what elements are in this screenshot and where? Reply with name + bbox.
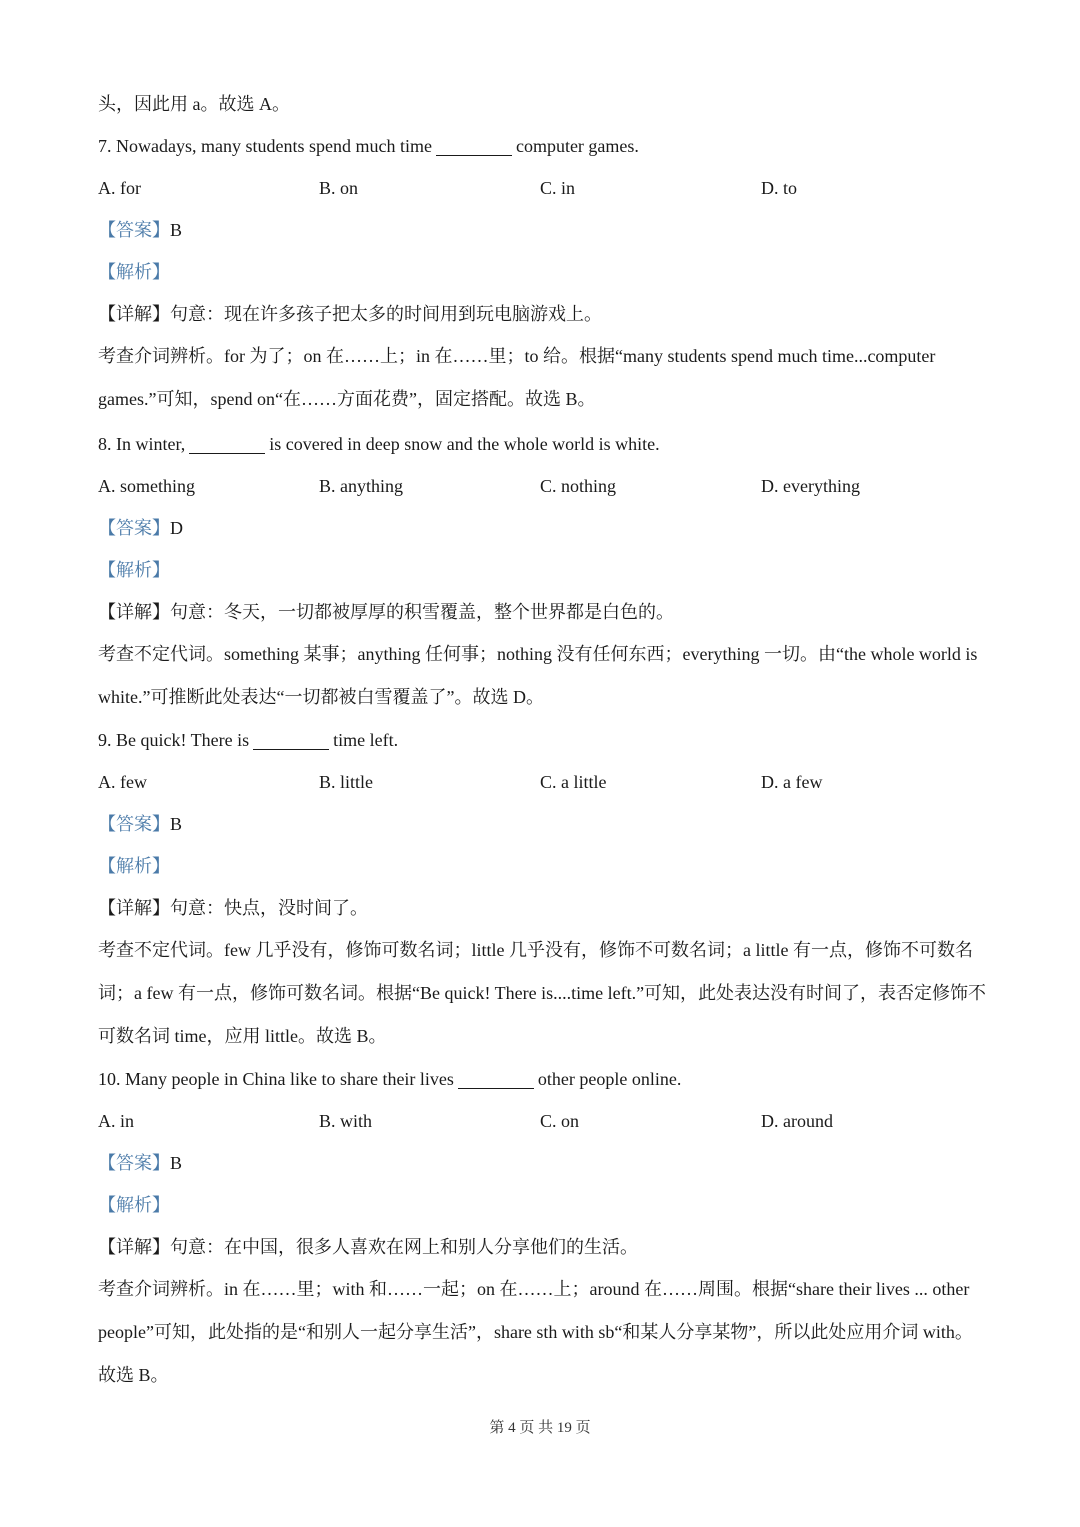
question-9 (98, 719, 988, 1058)
option-d: D. everything (761, 476, 860, 496)
stem-part-1: 10. Many people in China like to share their lives (98, 1069, 454, 1089)
page-footer: 第 4 页 共 19 页 (489, 1420, 591, 1436)
stem-part-1: 8. In winter, (98, 434, 186, 454)
option-a: A. for (98, 178, 141, 198)
stem-part-2: is covered in deep snow and the whole world is white. (269, 434, 660, 454)
options-row (98, 465, 988, 507)
explanation-text: 考查介词辨析。in 在……里；with 和……一起；on 在……上；around 在……周围。根据“share their lives ... other people”可知，此处指的是“和别人一起分享生活”，share sth with sb“和某人分享某物”，所以此处应用介词 with。故选 B。 (98, 1279, 973, 1385)
question-stem (98, 125, 988, 167)
page-content (98, 83, 988, 1397)
analysis-line (98, 1184, 988, 1226)
detail-line (98, 293, 988, 335)
answer-line (98, 209, 988, 251)
answer-blank (189, 452, 265, 454)
answer-tag: 【答案】 (98, 518, 170, 538)
detail-text: 句意：快点，没时间了。 (170, 898, 368, 918)
options-row (98, 1100, 988, 1142)
answer-value: D (170, 518, 183, 538)
explanation-text: 考查介词辨析。for 为了；on 在……上；in 在……里；to 给。根据“many students spend much time...computer games.”可知，spend on“在……方面花费”，固定搭配。故选 B。 (98, 346, 936, 409)
answer-tag: 【答案】 (98, 220, 170, 240)
answer-blank (458, 1087, 534, 1089)
detail-line (98, 1226, 988, 1268)
stem-part-2: other people online. (537, 1069, 682, 1089)
option-c: C. in (540, 178, 576, 198)
question-stem (98, 423, 988, 465)
detail-text: 句意：现在许多孩子把太多的时间用到玩电脑游戏上。 (170, 304, 602, 324)
option-c: C. a little (540, 772, 607, 792)
option-b: B. on (319, 178, 359, 198)
stem-part-1: 9. Be quick! There is (98, 730, 250, 750)
question-stem (98, 1058, 988, 1100)
option-c: C. nothing (540, 476, 617, 496)
option-b: B. anything (319, 476, 403, 496)
question-10 (98, 1058, 988, 1397)
analysis-tag: 【解析】 (98, 262, 170, 282)
option-b: B. with (319, 1111, 373, 1131)
answer-blank (253, 748, 329, 750)
option-d: D. to (761, 178, 797, 198)
option-c: C. on (540, 1111, 580, 1131)
analysis-tag: 【解析】 (98, 856, 170, 876)
question-8 (98, 423, 988, 719)
intro-tail: 头，因此用 a。故选 A。 (98, 94, 290, 114)
detail-tag: 【详解】 (98, 898, 170, 918)
explanation-text: 考查不定代词。something 某事；anything 任何事；nothing 没有任何东西；everything 一切。由“the whole world is white.”可推断此处表达“一切都被白雪覆盖了”。故选 D。 (98, 644, 978, 707)
option-d: D. around (761, 1111, 833, 1131)
option-d: D. a few (761, 772, 823, 792)
options-row (98, 761, 988, 803)
stem-part-2: time left. (333, 730, 399, 750)
answer-value: B (170, 814, 183, 834)
explanation-text: 考查不定代词。few 几乎没有，修饰可数名词；little 几乎没有，修饰不可数名词；a little 有一点，修饰不可数名词；a few 有一点，修饰可数名词。根据“Be quick! There is....time left.”可知，此处表达没有时间了，表否定修饰不可数名词 time，应用 little。故选 B。 (98, 940, 987, 1046)
option-a: A. few (98, 772, 147, 792)
answer-value: B (170, 1153, 183, 1173)
detail-line (98, 591, 988, 633)
detail-line (98, 887, 988, 929)
detail-text: 句意：冬天，一切都被厚厚的积雪覆盖，整个世界都是白色的。 (170, 602, 674, 622)
analysis-tag: 【解析】 (98, 1195, 170, 1215)
answer-value: B (170, 220, 183, 240)
answer-blank (436, 154, 512, 156)
option-a: A. something (98, 476, 195, 496)
stem-part-1: 7. Nowadays, many students spend much time (98, 136, 432, 156)
option-a: A. in (98, 1111, 134, 1131)
answer-line (98, 507, 988, 549)
analysis-tag: 【解析】 (98, 560, 170, 580)
stem-part-2: computer games. (515, 136, 639, 156)
analysis-line (98, 549, 988, 591)
question-stem (98, 719, 988, 761)
answer-line (98, 1142, 988, 1184)
analysis-line (98, 251, 988, 293)
answer-tag: 【答案】 (98, 1153, 170, 1173)
answer-line (98, 803, 988, 845)
detail-tag: 【详解】 (98, 602, 170, 622)
detail-tag: 【详解】 (98, 304, 170, 324)
options-row (98, 167, 988, 209)
detail-tag: 【详解】 (98, 1237, 170, 1257)
answer-tag: 【答案】 (98, 814, 170, 834)
detail-text: 句意：在中国，很多人喜欢在网上和别人分享他们的生活。 (170, 1237, 638, 1257)
option-b: B. little (319, 772, 373, 792)
analysis-line (98, 845, 988, 887)
question-7 (98, 125, 988, 421)
